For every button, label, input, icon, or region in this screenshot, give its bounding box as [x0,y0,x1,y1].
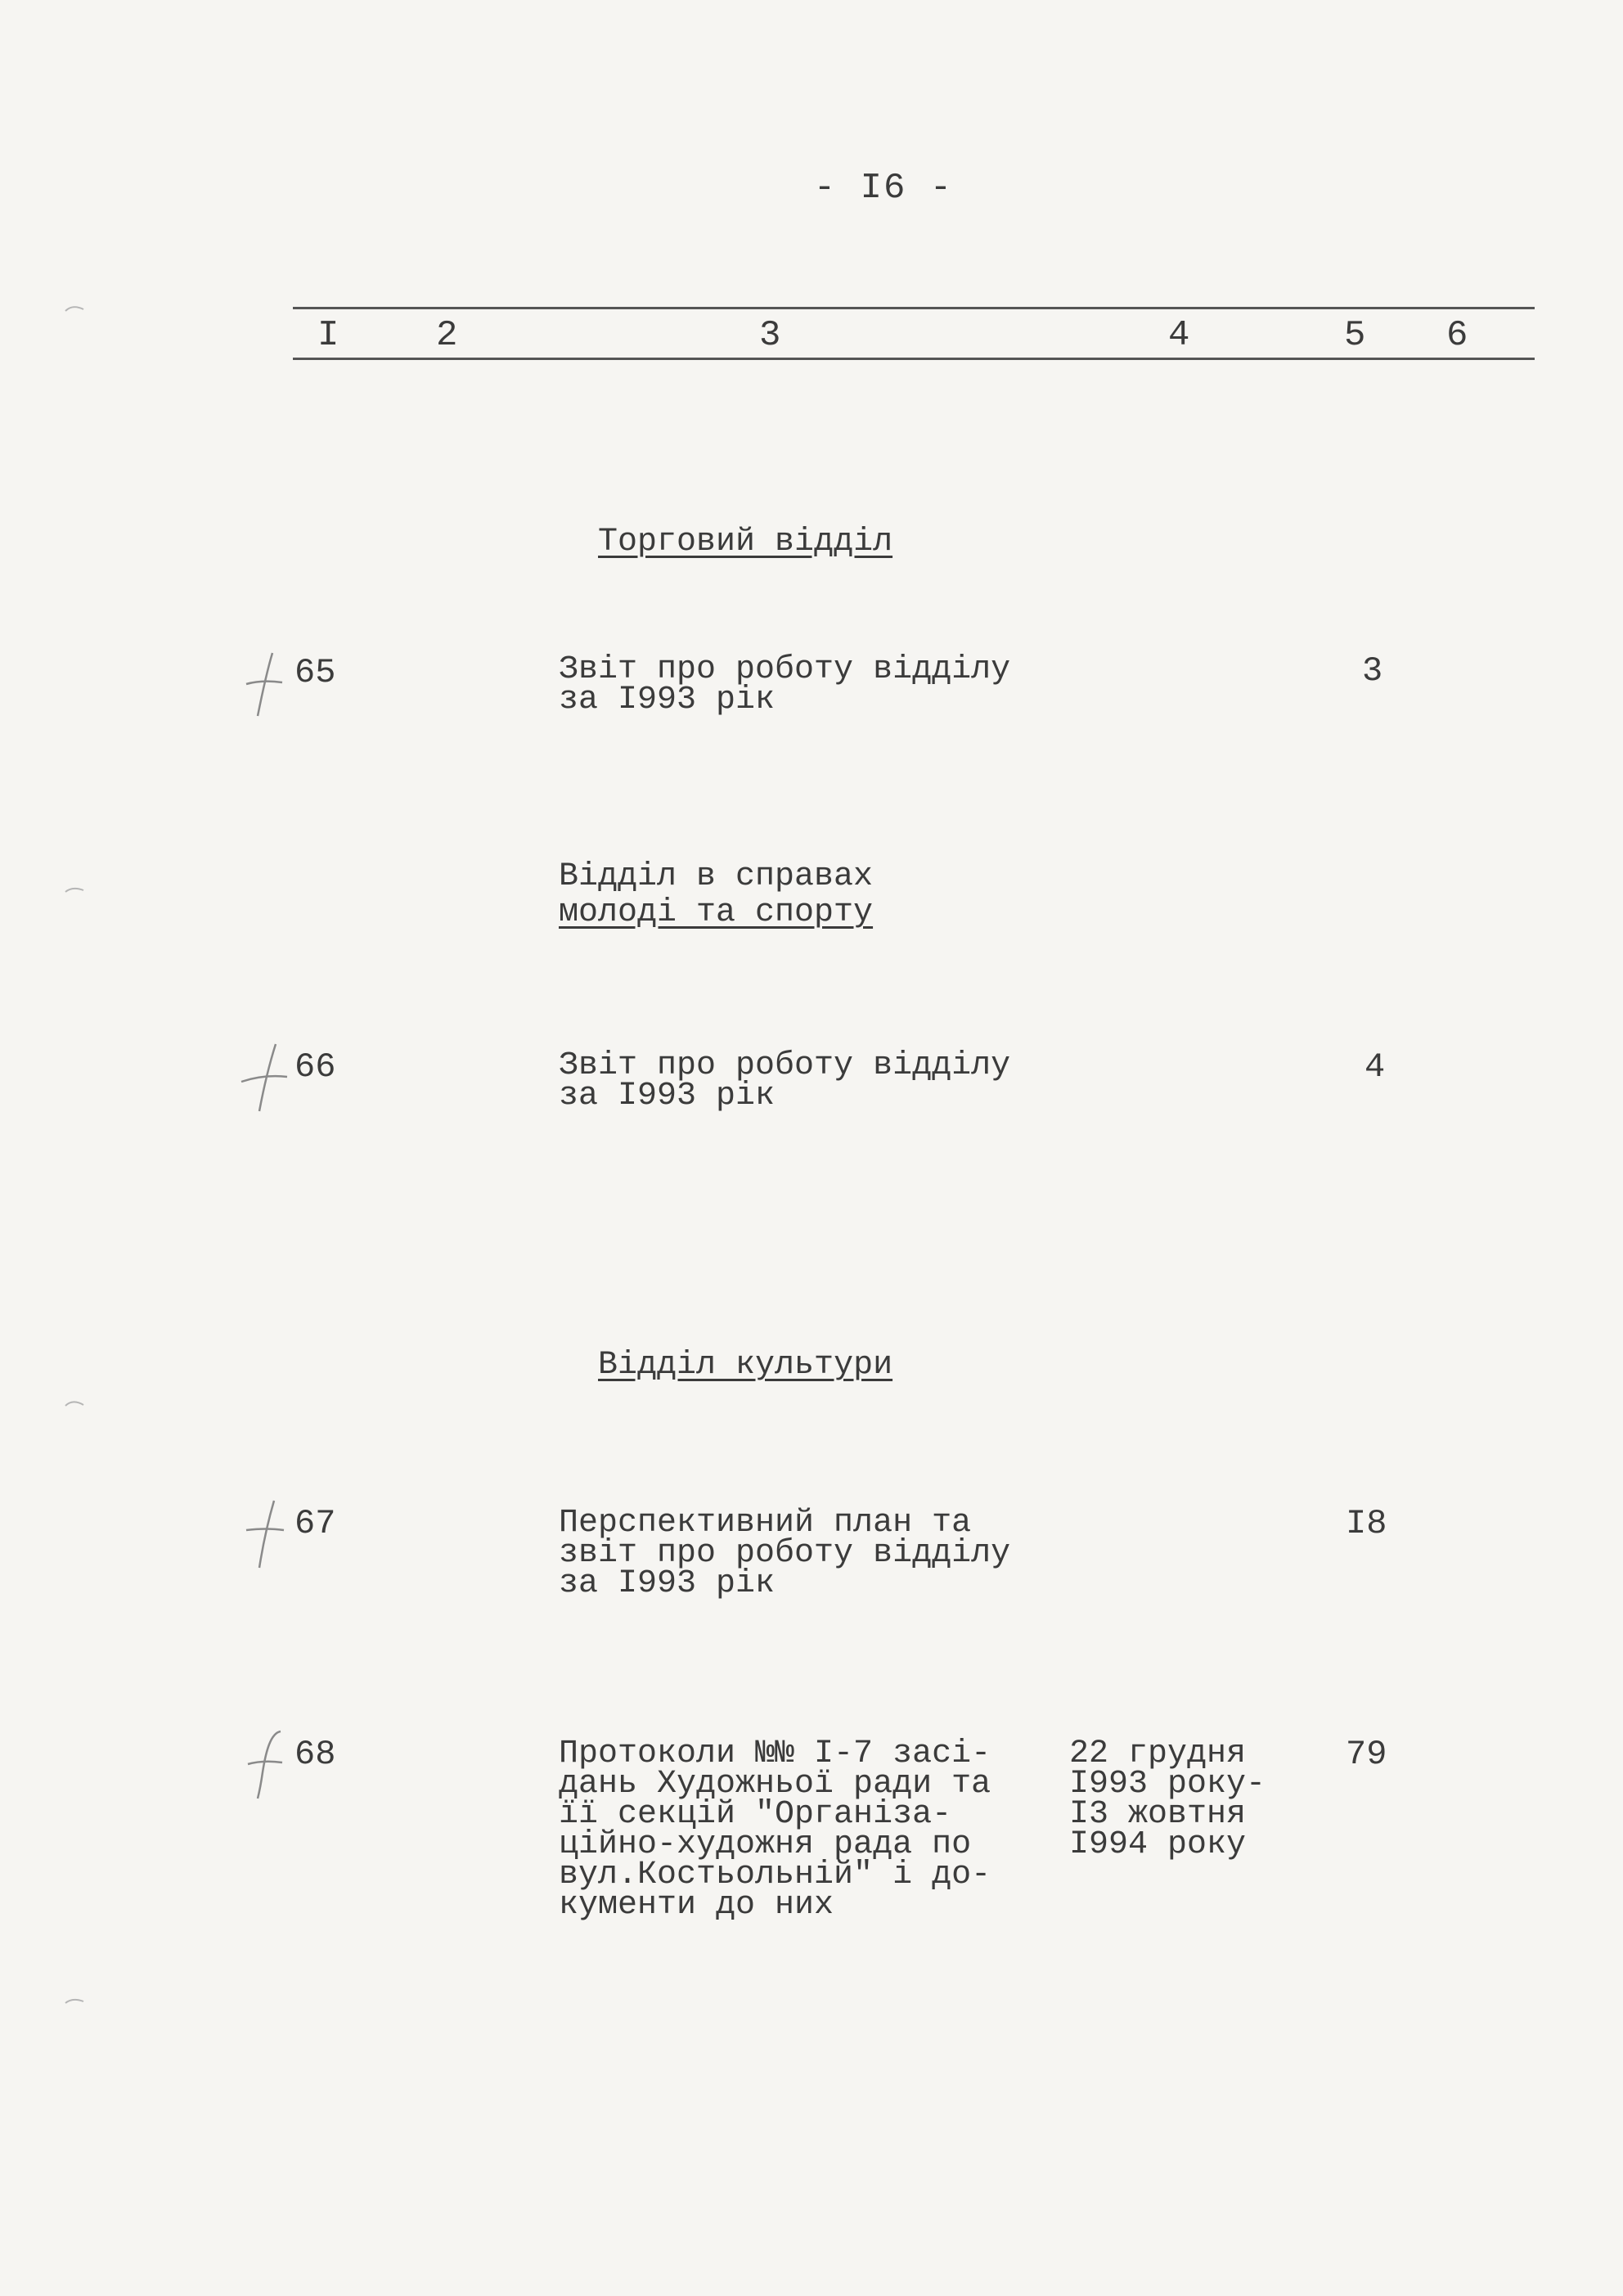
margin-mark [64,304,85,313]
column-number-5: 5 [1344,315,1366,356]
section-heading-line: Відділ в справах [559,858,874,895]
section-heading-culture [559,1312,892,1384]
column-number-6: 6 [1446,315,1468,356]
checkmark-icon [240,646,289,720]
page-number: - I6 - [813,168,954,209]
column-number-1: I [317,315,339,356]
entry-number: 68 [294,1735,336,1774]
column-number-2: 2 [436,315,458,356]
section-heading-line: Торговий відділ [598,524,893,560]
entry-number: 65 [294,653,336,692]
entry-number: 67 [294,1504,336,1543]
table-header-bottom-rule [293,358,1535,360]
margin-mark [64,885,85,894]
entry-sheet-count: 79 [1346,1735,1387,1774]
table-header-top-rule [293,307,1535,309]
margin-mark [64,1399,85,1407]
entry-number: 66 [294,1047,336,1087]
checkmark-icon [240,1727,289,1800]
entry-description: Звіт про роботу відділу за I993 рік [559,1047,1011,1114]
entry-sheet-count: 4 [1364,1047,1386,1087]
entry-dates: 22 грудня I993 року- I3 жовтня I994 року [1069,1736,1266,1863]
entry-sheet-count: I8 [1346,1504,1387,1543]
margin-mark [64,1997,85,2005]
entry-sheet-count: 3 [1362,651,1383,691]
section-heading-line: молоді та спорту [559,894,874,931]
checkmark-icon [240,1496,289,1569]
section-heading-trade [559,488,892,560]
entry-description: Протоколи №№ I-7 засі- дань Художньої ради та її секцій "Організа- ційно-художня рада по вул.Костьольній" і до- кументи до них [559,1736,991,1924]
entry-description: Перспективний план та звіт про роботу відділу за I993 рік [559,1505,1011,1602]
section-heading-youth-sport [559,859,873,931]
column-number-3: 3 [759,315,781,356]
column-number-4: 4 [1168,315,1190,356]
checkmark-icon [240,1039,289,1113]
entry-description: Звіт про роботу відділу за I993 рік [559,651,1011,718]
section-heading-line: Відділ культури [598,1347,893,1384]
